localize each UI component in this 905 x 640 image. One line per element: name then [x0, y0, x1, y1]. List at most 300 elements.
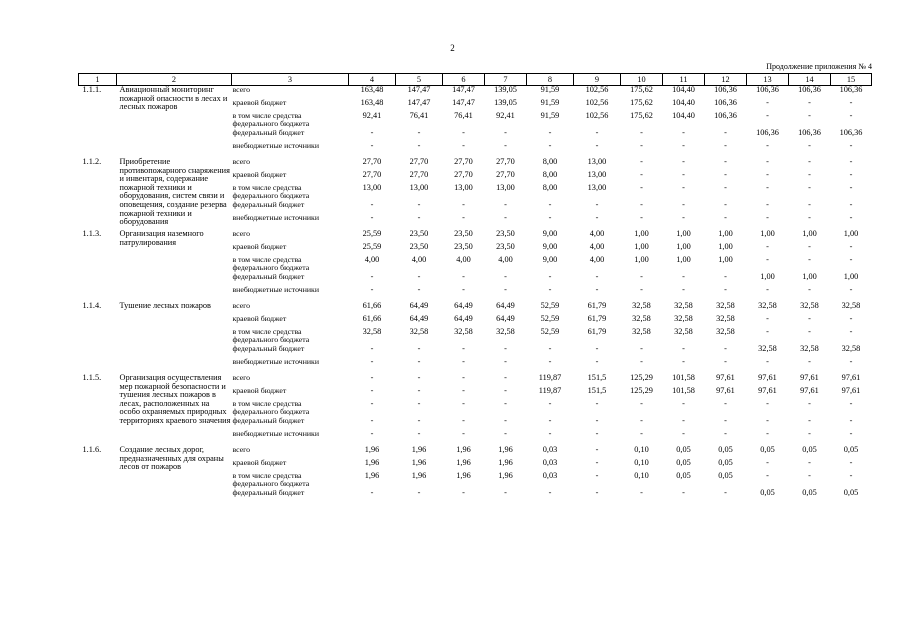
value-cell: -: [548, 416, 552, 425]
value-cell: -: [462, 488, 465, 497]
value-cell: -: [640, 399, 643, 408]
funding-source: краевой бюджет: [232, 170, 287, 179]
value-cell: 13,00: [454, 183, 473, 192]
column-header-13: 13: [747, 74, 789, 86]
value-cell: 104,40: [672, 111, 695, 120]
value-cell: -: [595, 488, 599, 497]
value-cell: 1,00: [718, 255, 733, 264]
value-cell: 32,58: [674, 314, 693, 323]
value-cell: 52,59: [540, 314, 560, 323]
value-cell: -: [766, 111, 769, 120]
value-cell: 64,49: [496, 314, 515, 323]
funding-source: федеральный бюджет: [232, 128, 305, 137]
value-cell: -: [417, 488, 421, 497]
value-cell: -: [462, 213, 465, 222]
funding-source: внебюджетные источники: [232, 141, 320, 150]
value-cell: 1,00: [676, 229, 691, 238]
column-header-14: 14: [789, 74, 831, 86]
value-cell: 13,00: [409, 183, 429, 192]
value-cell: -: [724, 344, 727, 353]
funding-source: федеральный бюджет: [232, 200, 305, 209]
value-cell: -: [808, 242, 811, 251]
value-cell: 1,00: [802, 272, 817, 281]
value-cell: -: [808, 157, 811, 166]
value-cell: 0,03: [542, 471, 558, 480]
value-cell: 23,50: [496, 242, 515, 251]
value-cell: -: [417, 213, 421, 222]
value-cell: -: [724, 285, 727, 294]
value-cell: 102,56: [585, 98, 609, 107]
value-cell: 175,62: [630, 85, 653, 94]
value-cell: -: [462, 285, 465, 294]
value-cell: -: [766, 399, 769, 408]
value-cell: -: [849, 285, 853, 294]
value-cell: 0,05: [802, 445, 817, 454]
value-cell: 32,58: [632, 301, 651, 310]
value-cell: 0,05: [718, 458, 733, 467]
value-cell: -: [766, 157, 769, 166]
value-cell: -: [849, 170, 853, 179]
value-cell: 76,41: [454, 111, 473, 120]
value-cell: -: [724, 399, 727, 408]
value-cell: -: [849, 429, 853, 438]
value-cell: -: [849, 255, 853, 264]
value-cell: -: [504, 272, 507, 281]
value-cell: 61,79: [587, 314, 607, 323]
value-cell: -: [766, 471, 769, 480]
value-cell: -: [595, 416, 599, 425]
value-cell: -: [504, 213, 507, 222]
value-cell: -: [548, 357, 552, 366]
value-cell: 8,00: [542, 183, 558, 192]
value-cell: -: [504, 386, 507, 395]
value-cell: 1,96: [411, 458, 427, 467]
funding-source: внебюджетные источники: [232, 285, 320, 294]
value-cell: 106,36: [798, 85, 821, 94]
value-cell: -: [548, 429, 552, 438]
value-cell: 1,00: [802, 229, 817, 238]
measure-code: 1.1.1.: [82, 85, 102, 94]
value-cell: 1,96: [456, 471, 471, 480]
value-cell: -: [682, 429, 685, 438]
value-cell: -: [462, 200, 465, 209]
funding-source: федеральный бюджет: [232, 272, 305, 281]
value-cell: 32,58: [409, 327, 429, 336]
value-cell: 64,49: [409, 301, 429, 310]
value-cell: 32,58: [841, 344, 861, 353]
value-cell: 106,36: [798, 128, 821, 137]
value-cell: -: [504, 399, 507, 408]
value-cell: 163,48: [360, 85, 384, 94]
value-cell: -: [808, 285, 811, 294]
value-cell: -: [724, 200, 727, 209]
value-cell: -: [548, 272, 552, 281]
value-cell: -: [808, 200, 811, 209]
value-cell: 4,00: [589, 229, 605, 238]
value-cell: 1,00: [634, 229, 649, 238]
funding-source: внебюджетные источники: [232, 213, 320, 222]
value-cell: -: [808, 213, 811, 222]
value-cell: 1,00: [634, 255, 649, 264]
value-cell: -: [595, 458, 599, 467]
value-cell: 1,96: [364, 471, 380, 480]
value-cell: 32,58: [841, 301, 861, 310]
value-cell: -: [417, 272, 421, 281]
funding-source: краевой бюджет: [232, 242, 287, 251]
value-cell: 97,61: [800, 386, 819, 395]
funding-source: всего: [232, 373, 251, 382]
value-cell: -: [766, 416, 769, 425]
value-cell: 139,05: [494, 98, 517, 107]
value-cell: -: [370, 357, 374, 366]
value-cell: 32,58: [362, 327, 382, 336]
value-cell: -: [808, 314, 811, 323]
value-cell: -: [462, 357, 465, 366]
value-cell: 32,58: [716, 301, 735, 310]
value-cell: 1,00: [718, 229, 733, 238]
value-cell: -: [724, 357, 727, 366]
value-cell: 27,70: [362, 157, 382, 166]
value-cell: 0,05: [718, 471, 733, 480]
table-row: [79, 158, 872, 171]
value-cell: -: [370, 128, 374, 137]
funding-source: федеральный бюджет: [232, 488, 305, 497]
value-cell: -: [595, 471, 599, 480]
value-cell: 23,50: [409, 229, 429, 238]
value-cell: -: [766, 200, 769, 209]
value-cell: 1,00: [634, 242, 649, 251]
value-cell: 106,36: [714, 98, 737, 107]
value-cell: -: [417, 200, 421, 209]
value-cell: -: [504, 488, 507, 497]
value-cell: 4,00: [411, 255, 427, 264]
value-cell: 106,36: [714, 85, 737, 94]
value-cell: -: [640, 170, 643, 179]
value-cell: 9,00: [542, 255, 558, 264]
measure-name: Организация наземного патрулирования: [119, 229, 204, 247]
value-cell: -: [595, 344, 599, 353]
value-cell: 13,00: [496, 183, 515, 192]
value-cell: 1,96: [364, 445, 380, 454]
column-header-11: 11: [663, 74, 705, 86]
value-cell: -: [370, 386, 374, 395]
value-cell: 8,00: [542, 157, 558, 166]
value-cell: 0,05: [676, 445, 691, 454]
value-cell: 27,70: [409, 157, 429, 166]
value-cell: -: [504, 200, 507, 209]
value-cell: 125,29: [630, 373, 653, 382]
value-cell: -: [504, 344, 507, 353]
value-cell: 102,56: [585, 111, 609, 120]
value-cell: 61,79: [587, 327, 607, 336]
value-cell: -: [417, 399, 421, 408]
value-cell: -: [417, 141, 421, 150]
value-cell: -: [682, 141, 685, 150]
table-row: [79, 86, 872, 100]
value-cell: -: [504, 373, 507, 382]
value-cell: -: [640, 213, 643, 222]
funding-source: всего: [232, 301, 251, 310]
measure-name: Создание лесных дорог, предназначенных для охраны лесов от пожаров: [119, 445, 224, 472]
value-cell: 23,50: [409, 242, 429, 251]
value-cell: 0,05: [843, 445, 859, 454]
value-cell: 27,70: [409, 170, 429, 179]
value-cell: 125,29: [630, 386, 653, 395]
value-cell: -: [548, 344, 552, 353]
value-cell: -: [640, 157, 643, 166]
measure-code: 1.1.4.: [82, 301, 102, 310]
value-cell: 97,61: [841, 386, 861, 395]
table-row: [79, 230, 872, 243]
measure-name: Авиационный мониторинг пожарной опасности в лесах и лесных пожаров: [119, 85, 228, 112]
value-cell: -: [640, 272, 643, 281]
program-funding-table: [78, 73, 872, 502]
value-cell: 147,47: [407, 98, 431, 107]
value-cell: 147,47: [407, 85, 431, 94]
value-cell: 175,62: [630, 98, 653, 107]
value-cell: 13,00: [587, 170, 607, 179]
value-cell: 61,66: [362, 314, 382, 323]
value-cell: 104,40: [672, 85, 695, 94]
value-cell: -: [808, 416, 811, 425]
value-cell: -: [640, 128, 643, 137]
value-cell: -: [766, 327, 769, 336]
value-cell: 1,96: [456, 445, 471, 454]
value-cell: -: [504, 416, 507, 425]
table-row: [79, 446, 872, 459]
value-cell: -: [462, 429, 465, 438]
value-cell: -: [682, 183, 685, 192]
value-cell: 104,40: [672, 98, 695, 107]
value-cell: 13,00: [362, 183, 382, 192]
measure-name: Организация осуществления мер пожарной безопасности и тушения лесных пожаров в лесах, расположенных на особо охраняемых природных территориях краевого значения: [119, 373, 231, 425]
value-cell: 61,79: [587, 301, 607, 310]
value-cell: -: [595, 272, 599, 281]
value-cell: 147,47: [452, 85, 475, 94]
value-cell: -: [462, 128, 465, 137]
funding-source: в том числе средства федерального бюджета: [232, 255, 310, 272]
value-cell: 0,05: [802, 488, 817, 497]
value-cell: -: [595, 285, 599, 294]
value-cell: -: [682, 399, 685, 408]
value-cell: -: [548, 399, 552, 408]
funding-source: всего: [232, 157, 251, 166]
value-cell: -: [724, 157, 727, 166]
value-cell: -: [417, 285, 421, 294]
value-cell: -: [548, 200, 552, 209]
value-cell: -: [808, 111, 811, 120]
value-cell: -: [640, 344, 643, 353]
value-cell: -: [766, 98, 769, 107]
value-cell: -: [682, 272, 685, 281]
value-cell: 23,50: [454, 229, 473, 238]
value-cell: -: [417, 128, 421, 137]
value-cell: 0,10: [634, 471, 649, 480]
value-cell: -: [849, 111, 853, 120]
value-cell: 8,00: [542, 170, 558, 179]
value-cell: 32,58: [758, 344, 777, 353]
value-cell: 1,96: [364, 458, 380, 467]
value-cell: -: [462, 373, 465, 382]
value-cell: -: [766, 314, 769, 323]
column-header-3: 3: [232, 74, 349, 86]
value-cell: 92,41: [496, 111, 515, 120]
value-cell: -: [682, 128, 685, 137]
value-cell: 32,58: [496, 327, 515, 336]
value-cell: -: [417, 386, 421, 395]
value-cell: 0,05: [760, 488, 775, 497]
measure-code: 1.1.5.: [82, 373, 102, 382]
value-cell: 32,58: [674, 301, 693, 310]
measure-code: 1.1.2.: [82, 157, 102, 166]
value-cell: 92,41: [362, 111, 382, 120]
value-cell: -: [808, 255, 811, 264]
value-cell: 0,05: [676, 458, 691, 467]
measure-code: 1.1.6.: [82, 445, 102, 454]
value-cell: -: [766, 141, 769, 150]
value-cell: 25,59: [362, 229, 382, 238]
value-cell: -: [504, 429, 507, 438]
value-cell: -: [808, 183, 811, 192]
value-cell: 102,56: [585, 85, 609, 94]
value-cell: -: [849, 183, 853, 192]
value-cell: -: [724, 416, 727, 425]
value-cell: 0,10: [634, 445, 649, 454]
value-cell: -: [724, 429, 727, 438]
value-cell: 13,00: [587, 157, 607, 166]
value-cell: -: [849, 357, 853, 366]
value-cell: -: [640, 357, 643, 366]
value-cell: 32,58: [632, 327, 651, 336]
value-cell: -: [766, 183, 769, 192]
column-header-9: 9: [574, 74, 621, 86]
value-cell: -: [849, 157, 853, 166]
value-cell: -: [370, 429, 374, 438]
value-cell: 1,00: [760, 272, 775, 281]
value-cell: 106,36: [839, 128, 863, 137]
value-cell: -: [766, 285, 769, 294]
value-cell: 1,00: [843, 272, 859, 281]
value-cell: -: [808, 170, 811, 179]
value-cell: 27,70: [454, 157, 473, 166]
value-cell: 52,59: [540, 327, 560, 336]
value-cell: -: [808, 357, 811, 366]
value-cell: 4,00: [364, 255, 380, 264]
value-cell: -: [808, 458, 811, 467]
value-cell: -: [504, 141, 507, 150]
value-cell: 0,05: [843, 488, 859, 497]
value-cell: -: [640, 183, 643, 192]
value-cell: -: [724, 213, 727, 222]
value-cell: -: [808, 141, 811, 150]
value-cell: -: [548, 128, 552, 137]
value-cell: -: [724, 128, 727, 137]
value-cell: -: [682, 357, 685, 366]
value-cell: -: [370, 213, 374, 222]
value-cell: 76,41: [409, 111, 429, 120]
value-cell: -: [849, 200, 853, 209]
value-cell: 1,00: [718, 242, 733, 251]
value-cell: -: [808, 98, 811, 107]
value-cell: -: [462, 416, 465, 425]
table-body: [79, 74, 872, 503]
value-cell: 91,59: [540, 85, 560, 94]
value-cell: 13,00: [587, 183, 607, 192]
value-cell: -: [417, 357, 421, 366]
value-cell: -: [640, 429, 643, 438]
value-cell: -: [370, 488, 374, 497]
value-cell: 64,49: [409, 314, 429, 323]
value-cell: 1,96: [498, 458, 513, 467]
value-cell: -: [766, 242, 769, 251]
column-header-4: 4: [349, 74, 396, 86]
value-cell: 32,58: [800, 344, 819, 353]
funding-source: внебюджетные источники: [232, 429, 320, 438]
column-header-5: 5: [396, 74, 443, 86]
continuation-note: Продолжение приложения № 4: [766, 62, 872, 71]
value-cell: -: [682, 213, 685, 222]
value-cell: -: [370, 141, 374, 150]
value-cell: -: [724, 488, 727, 497]
table-row: [79, 374, 872, 387]
page-number: 2: [450, 43, 455, 53]
value-cell: -: [766, 357, 769, 366]
value-cell: 151,5: [587, 373, 607, 382]
value-cell: 101,58: [672, 386, 695, 395]
funding-source: всего: [232, 229, 251, 238]
value-cell: 9,00: [542, 229, 558, 238]
value-cell: 32,58: [758, 301, 777, 310]
value-cell: -: [682, 488, 685, 497]
value-cell: -: [548, 141, 552, 150]
value-cell: -: [417, 429, 421, 438]
value-cell: -: [682, 416, 685, 425]
value-cell: 1,00: [760, 229, 775, 238]
value-cell: 25,59: [362, 242, 382, 251]
value-cell: -: [849, 458, 853, 467]
value-cell: 97,61: [841, 373, 861, 382]
funding-source: федеральный бюджет: [232, 416, 305, 425]
value-cell: -: [462, 386, 465, 395]
column-header-15: 15: [831, 74, 872, 86]
value-cell: 27,70: [496, 170, 515, 179]
column-header-7: 7: [485, 74, 527, 86]
value-cell: 0,10: [634, 458, 649, 467]
value-cell: 1,00: [843, 229, 859, 238]
value-cell: -: [849, 416, 853, 425]
value-cell: -: [849, 141, 853, 150]
funding-source: всего: [232, 445, 251, 454]
value-cell: -: [595, 200, 599, 209]
value-cell: -: [766, 255, 769, 264]
value-cell: -: [595, 399, 599, 408]
value-cell: 4,00: [498, 255, 513, 264]
column-header-6: 6: [443, 74, 485, 86]
value-cell: -: [640, 200, 643, 209]
value-cell: 106,36: [756, 85, 779, 94]
value-cell: 23,50: [454, 242, 473, 251]
value-cell: 61,66: [362, 301, 382, 310]
value-cell: -: [548, 213, 552, 222]
value-cell: 163,48: [360, 98, 384, 107]
value-cell: -: [640, 488, 643, 497]
funding-source: в том числе средства федерального бюджета: [232, 111, 310, 128]
value-cell: 97,61: [716, 386, 735, 395]
value-cell: -: [724, 170, 727, 179]
value-cell: -: [682, 170, 685, 179]
value-cell: 32,58: [800, 301, 819, 310]
value-cell: 0,05: [760, 445, 775, 454]
